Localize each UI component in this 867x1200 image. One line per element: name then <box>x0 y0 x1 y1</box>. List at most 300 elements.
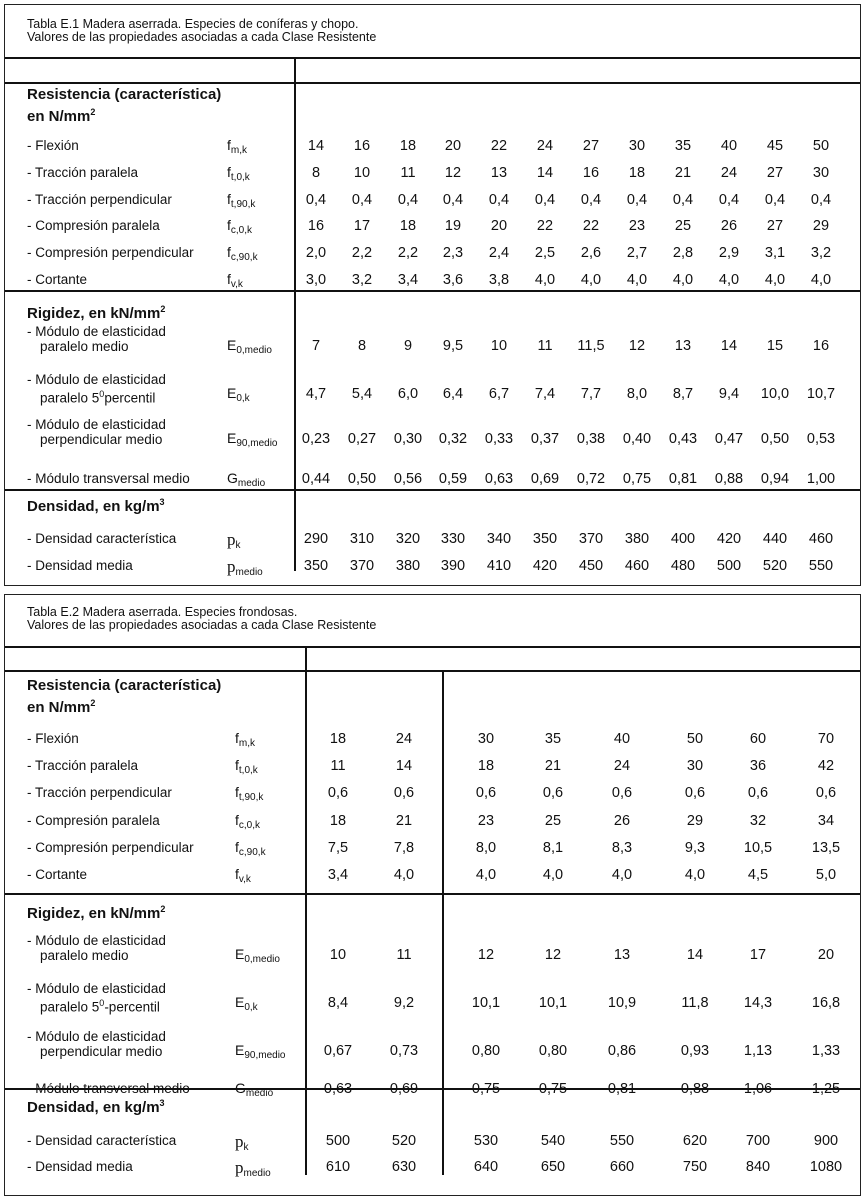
table-e1-cell: 4,0 <box>810 272 832 288</box>
table-e1-cell: 8 <box>357 338 367 354</box>
table-e1-rule <box>5 57 860 59</box>
symbol-subscript: c,90,k <box>230 252 258 263</box>
table-e2-cell: 8,3 <box>611 840 633 856</box>
row-label-line2-text: paralelo 5 <box>40 999 100 1015</box>
table-e1-cell: 2,9 <box>718 245 740 261</box>
table-e1-cell: 330 <box>440 531 466 547</box>
symbol-main: f <box>235 812 239 828</box>
table-e2-row-symbol <box>235 1042 285 1061</box>
table-e2-cell: 0,75 <box>471 1081 501 1097</box>
symbol-main: f <box>227 191 231 207</box>
table-e2-cell: 0,6 <box>611 785 633 801</box>
table-e1-cell: 4,0 <box>718 272 740 288</box>
table-e2-cell: 4,0 <box>684 867 706 883</box>
table-e1-caption-line2: Valores de las propiedades asociadas a cada Clase Resistente <box>27 30 377 44</box>
table-e1-cell: 26 <box>720 218 738 234</box>
table-e2-row-symbol <box>235 812 260 831</box>
table-e2-cell: 1080 <box>809 1159 843 1175</box>
symbol-subscript: k <box>243 1142 249 1153</box>
table-e2-cell: 70 <box>817 731 835 747</box>
table-e2-cell: 640 <box>473 1159 499 1175</box>
table-e2-row-symbol <box>235 1132 249 1153</box>
table-e2-cell: 0,86 <box>607 1043 637 1059</box>
table-e2-cell: 1,06 <box>743 1081 773 1097</box>
table-e1-cell: 0,30 <box>393 431 423 447</box>
table-e1-row-symbol <box>227 470 265 489</box>
table-e2-cell: 29 <box>686 813 704 829</box>
table-e2-rule <box>5 646 860 648</box>
table-e2-cell: 550 <box>609 1133 635 1149</box>
table-e1-section-title <box>27 87 221 103</box>
table-e2-caption-line2: Valores de las propiedades asociadas a cada Clase Resistente <box>27 618 377 632</box>
table-e2-cell: 1,13 <box>743 1043 773 1059</box>
table-e2-cell: 7,8 <box>393 840 415 856</box>
table-e1-row-label: - Compresión paralela <box>27 218 160 233</box>
table-e1-row-symbol <box>227 337 272 356</box>
table-e2-row-symbol <box>235 946 280 965</box>
table-e2-panel <box>4 594 861 1196</box>
table-e2-cell: 40 <box>613 731 631 747</box>
table-e1-cell: 0,23 <box>301 431 331 447</box>
symbol-subscript: t,90,k <box>238 792 264 803</box>
table-e2-cell: 30 <box>477 731 495 747</box>
table-e2-cell: 35 <box>544 731 562 747</box>
table-e2-row-symbol <box>235 757 258 776</box>
table-e1-cell: 410 <box>486 558 512 574</box>
table-e2-cell: 23 <box>477 813 495 829</box>
table-e1-cell: 460 <box>808 531 834 547</box>
table-e2-row-label: - Densidad característica <box>27 1133 177 1148</box>
table-e1-cell: 380 <box>624 531 650 547</box>
symbol-subscript: v,k <box>230 279 243 290</box>
table-e2-cell: 0,75 <box>538 1081 568 1097</box>
table-e1-cell: 460 <box>624 558 650 574</box>
table-e1-section-title-line2 <box>27 104 95 125</box>
table-e2-row-label: - Compresión perpendicular <box>27 840 194 855</box>
table-e1-row-label-line2 <box>40 339 129 354</box>
table-e2-row-symbol <box>235 1158 271 1179</box>
table-e1-cell: 350 <box>303 558 329 574</box>
table-e1-cell: 13 <box>674 338 692 354</box>
table-e2-cell: 530 <box>473 1133 499 1149</box>
table-e1-caption-line1: Tabla E.1 Madera aserrada. Especies de coníferas y chopo. <box>27 17 359 31</box>
table-e1-cell: 380 <box>395 558 421 574</box>
symbol-subscript: medio <box>243 1168 271 1179</box>
table-e1-cell: 0,37 <box>530 431 560 447</box>
table-e1-row-symbol <box>227 244 258 263</box>
table-e2-cell: 18 <box>329 813 347 829</box>
symbol-main: E <box>235 994 245 1010</box>
table-e1-cell: 2,4 <box>488 245 510 261</box>
table-e1-row-symbol <box>227 191 255 210</box>
table-e2-cell: 14 <box>686 947 704 963</box>
table-e1-cell: 45 <box>766 138 784 154</box>
symbol-main: f <box>227 271 231 287</box>
row-label-tail: percentil <box>104 390 156 406</box>
table-e1-cell: 5,4 <box>351 386 373 402</box>
symbol-subscript: medio <box>245 1088 274 1099</box>
table-e1-cell: 0,53 <box>806 431 836 447</box>
table-e1-row-label: - Flexión <box>27 138 79 153</box>
table-e2-cell: 0,93 <box>680 1043 710 1059</box>
table-e2-cell: 4,0 <box>611 867 633 883</box>
table-e1-cell: 8,7 <box>672 386 694 402</box>
symbol-subscript: medio <box>237 478 266 489</box>
table-e2-cell: 4,5 <box>747 867 769 883</box>
table-e1-cell: 0,4 <box>810 192 832 208</box>
symbol-main: f <box>227 137 231 153</box>
table-e1-row-symbol <box>227 164 250 183</box>
table-e1-cell: 11 <box>537 338 553 354</box>
table-e2-cell: 1,25 <box>811 1081 841 1097</box>
table-e1-cell: 350 <box>532 531 558 547</box>
symbol-main: G <box>227 470 238 486</box>
symbol-subscript: t,0,k <box>238 765 258 776</box>
table-e1-cell: 16 <box>812 338 830 354</box>
table-e1-cell: 4,0 <box>580 272 602 288</box>
table-e2-row-label: - Módulo de elasticidad <box>27 981 166 996</box>
table-e1-cell: 20 <box>490 218 508 234</box>
table-e2-cell: 0,6 <box>475 785 497 801</box>
table-e1-cell: 0,63 <box>484 471 514 487</box>
table-e1-cell: 3,2 <box>351 272 373 288</box>
table-e1-cell: 11,5 <box>577 338 605 354</box>
table-e1-cell: 0,4 <box>534 192 556 208</box>
table-e1-cell: 16 <box>582 165 600 181</box>
table-e1-cell: 24 <box>720 165 738 181</box>
table-e2-cell: 8,1 <box>542 840 564 856</box>
table-e1-cell: 8 <box>311 165 321 181</box>
symbol-main: f <box>235 757 239 773</box>
table-e1-cell: 50 <box>812 138 830 154</box>
table-e1-cell: 0,40 <box>622 431 652 447</box>
table-e1-cell: 3,1 <box>764 245 786 261</box>
table-e1-cell: 10,0 <box>760 386 790 402</box>
table-e1-cell: 2,6 <box>580 245 602 261</box>
table-e1-cell: 2,7 <box>626 245 648 261</box>
table-e1-cell: 23 <box>628 218 646 234</box>
table-e1-rule <box>5 82 860 84</box>
table-e2-cell: 0,6 <box>327 785 349 801</box>
table-e1-panel <box>4 4 861 586</box>
table-e2-cell: 26 <box>613 813 631 829</box>
table-e1-cell: 8,0 <box>626 386 648 402</box>
table-e2-cell: 540 <box>540 1133 566 1149</box>
table-e2-cell: 12 <box>544 947 562 963</box>
table-e1-cell: 0,4 <box>672 192 694 208</box>
table-e1-cell: 0,4 <box>718 192 740 208</box>
symbol-main: p <box>227 557 236 576</box>
row-label-line2-text: perpendicular medio <box>40 432 163 447</box>
symbol-main: p <box>227 530 236 549</box>
table-e1-cell: 0,27 <box>347 431 377 447</box>
section-title-text: Rigidez, en kN/mm <box>27 305 161 322</box>
table-e1-cell: 0,43 <box>668 431 698 447</box>
table-e1-cell: 10 <box>490 338 508 354</box>
table-e1-cell: 10,7 <box>806 386 836 402</box>
table-e1-row-label-line2 <box>40 387 155 406</box>
table-e2-row-label: - Módulo de elasticidad <box>27 933 166 948</box>
table-e2-cell: 630 <box>391 1159 417 1175</box>
table-e1-cell: 18 <box>399 138 417 154</box>
symbol-main: E <box>235 946 245 962</box>
table-e2-cell: 0,80 <box>538 1043 568 1059</box>
symbol-subscript: t,0,k <box>230 172 250 183</box>
table-e2-cell: 18 <box>477 758 495 774</box>
table-e1-row-label: - Compresión perpendicular <box>27 245 194 260</box>
table-e1-cell: 6,7 <box>488 386 510 402</box>
table-e1-cell: 440 <box>762 531 788 547</box>
table-e1-cell: 27 <box>766 218 784 234</box>
table-e1-cell: 6,0 <box>397 386 419 402</box>
table-e1-cell: 2,3 <box>442 245 464 261</box>
table-e2-row-label: - Tracción paralela <box>27 758 139 773</box>
table-e1-cell: 2,2 <box>397 245 419 261</box>
table-e1-cell: 20 <box>444 138 462 154</box>
table-e2-cell: 9,2 <box>393 995 415 1011</box>
table-e1-cell: 1,00 <box>806 471 836 487</box>
table-e2-row-label: - Módulo de elasticidad <box>27 1029 166 1044</box>
table-e2-cell: 4,0 <box>542 867 564 883</box>
table-e2-cell: 13 <box>613 947 631 963</box>
table-e1-section-title <box>27 494 165 515</box>
table-e1-cell: 370 <box>349 558 375 574</box>
table-e1-cell: 390 <box>440 558 466 574</box>
table-e1-cell: 40 <box>720 138 738 154</box>
table-e1-cell: 2,5 <box>534 245 556 261</box>
table-e1-cell: 0,32 <box>438 431 468 447</box>
table-e2-row-label-line2 <box>40 948 129 963</box>
table-e2-cell: 18 <box>329 731 347 747</box>
table-e1-cell: 2,0 <box>305 245 327 261</box>
section-title-superscript: 3 <box>159 497 165 507</box>
table-e1-cell: 14 <box>536 165 554 181</box>
table-e1-row-label: - Módulo de elasticidad <box>27 372 166 387</box>
table-e2-cell: 520 <box>391 1133 417 1149</box>
table-e2-cell: 14 <box>395 758 413 774</box>
table-e1-cell: 420 <box>716 531 742 547</box>
table-e2-row-label: - Flexión <box>27 731 79 746</box>
table-e2-cell: 4,0 <box>393 867 415 883</box>
table-e2-row-label-line2 <box>40 996 160 1015</box>
table-e2-cell: 9,3 <box>684 840 706 856</box>
symbol-subscript: 90,medio <box>244 1050 286 1061</box>
table-e1-row-label: - Tracción paralela <box>27 165 139 180</box>
table-e1-row-symbol <box>227 385 250 404</box>
table-e1-cell: 550 <box>808 558 834 574</box>
table-e1-rule <box>5 489 860 491</box>
symbol-main: p <box>235 1158 244 1177</box>
table-e2-cell: 10,5 <box>743 840 773 856</box>
table-e1-cell: 9,5 <box>442 338 464 354</box>
symbol-main: E <box>227 430 237 446</box>
table-e1-row-label: - Cortante <box>27 272 88 287</box>
symbol-subscript: medio <box>235 567 263 578</box>
table-e1-cell: 7,7 <box>580 386 602 402</box>
symbol-subscript: 0,medio <box>236 345 272 356</box>
table-e2-row-label: - Módulo transversal medio <box>27 1081 190 1096</box>
table-e1-cell: 30 <box>812 165 830 181</box>
table-e2-row-label: - Densidad media <box>27 1159 133 1174</box>
table-e2-cell: 10,9 <box>607 995 637 1011</box>
table-e2-section-title <box>27 901 165 922</box>
table-e2-cell: 660 <box>609 1159 635 1175</box>
table-e1-cell: 0,4 <box>397 192 419 208</box>
table-e2-row-symbol <box>235 839 266 858</box>
table-e1-cell: 420 <box>532 558 558 574</box>
row-label-tail: -percentil <box>104 999 160 1015</box>
table-e1-cell: 0,47 <box>714 431 744 447</box>
symbol-subscript: 0,medio <box>244 954 280 965</box>
table-e1-rule <box>5 290 860 292</box>
table-e1-row-symbol <box>227 430 277 449</box>
row-label-superscript: 0 <box>99 998 105 1008</box>
table-e1-cell: 30 <box>628 138 646 154</box>
table-e1-cell: 9 <box>403 338 413 354</box>
table-e2-cell: 16,8 <box>811 995 841 1011</box>
table-e1-cell: 24 <box>536 138 554 154</box>
table-e1-row-symbol <box>227 271 243 290</box>
table-e1-cell: 17 <box>353 218 371 234</box>
table-e1-cell: 0,4 <box>580 192 602 208</box>
table-e1-cell: 3,4 <box>397 272 419 288</box>
table-e1-row-symbol <box>227 530 241 551</box>
table-e1-cell: 25 <box>674 218 692 234</box>
symbol-main: f <box>235 730 239 746</box>
table-e1-row-label: - Módulo de elasticidad <box>27 324 166 339</box>
row-label-line2-text: paralelo medio <box>40 948 129 963</box>
table-e2-row-label-line2 <box>40 1044 162 1059</box>
section-title-superscript: 3 <box>159 1098 165 1108</box>
table-e2-cell: 0,6 <box>684 785 706 801</box>
table-e2-group-divider <box>442 670 444 1175</box>
table-e2-cell: 34 <box>817 813 835 829</box>
section-title-line2-text: en N/mm <box>27 108 91 125</box>
table-e2-cell: 900 <box>813 1133 839 1149</box>
row-label-line2-text: paralelo medio <box>40 339 129 354</box>
table-e2-cell: 0,6 <box>747 785 769 801</box>
table-e1-cell: 450 <box>578 558 604 574</box>
table-e2-cell: 25 <box>544 813 562 829</box>
table-e1-cell: 14 <box>307 138 325 154</box>
table-e2-row-label: - Cortante <box>27 867 88 882</box>
table-e1-cell: 4,0 <box>672 272 694 288</box>
table-e1-cell: 4,0 <box>626 272 648 288</box>
table-e2-cell: 11,8 <box>681 995 709 1011</box>
table-e2-cell: 0,67 <box>323 1043 353 1059</box>
table-e2-cell: 500 <box>325 1133 351 1149</box>
table-e2-cell: 5,0 <box>815 867 837 883</box>
table-e1-row-label: - Densidad media <box>27 558 133 573</box>
section-title-superscript: 2 <box>160 304 166 314</box>
table-e2-cell: 0,69 <box>389 1081 419 1097</box>
symbol-main: f <box>227 217 231 233</box>
table-e1-cell: 4,0 <box>534 272 556 288</box>
symbol-subscript: c,0,k <box>238 820 261 831</box>
table-e1-cell: 0,4 <box>626 192 648 208</box>
table-e1-cell: 0,94 <box>760 471 790 487</box>
table-e2-rule <box>5 893 860 895</box>
table-e2-cell: 840 <box>745 1159 771 1175</box>
table-e1-row-label: - Densidad característica <box>27 531 177 546</box>
table-e1-cell: 3,6 <box>442 272 464 288</box>
table-e1-section-title <box>27 301 165 322</box>
table-e1-cell: 14 <box>720 338 738 354</box>
table-e2-cell: 10 <box>329 947 347 963</box>
table-e2-cell: 0,63 <box>323 1081 353 1097</box>
table-e1-cell: 0,4 <box>488 192 510 208</box>
table-e2-cell: 4,0 <box>475 867 497 883</box>
table-e1-cell: 3,8 <box>488 272 510 288</box>
table-e2-row-symbol <box>235 994 258 1013</box>
table-e1-cell: 22 <box>536 218 554 234</box>
table-e2-cell: 0,81 <box>607 1081 637 1097</box>
table-e2-cell: 21 <box>544 758 562 774</box>
section-title-superscript: 2 <box>160 904 166 914</box>
table-e1-cell: 12 <box>628 338 646 354</box>
table-e1-cell: 0,72 <box>576 471 606 487</box>
table-e2-cell: 24 <box>395 731 413 747</box>
table-e2-cell: 650 <box>540 1159 566 1175</box>
table-e1-cell: 9,4 <box>718 386 740 402</box>
table-e1-cell: 10 <box>353 165 371 181</box>
table-e1-cell: 18 <box>399 218 417 234</box>
table-e1-cell: 520 <box>762 558 788 574</box>
table-e1-cell: 0,38 <box>576 431 606 447</box>
table-e1-cell: 320 <box>395 531 421 547</box>
table-e1-cell: 310 <box>349 531 375 547</box>
table-e2-cell: 0,6 <box>393 785 415 801</box>
table-e2-cell: 7,5 <box>327 840 349 856</box>
table-e1-cell: 0,56 <box>393 471 423 487</box>
table-e2-cell: 3,4 <box>327 867 349 883</box>
table-e1-cell: 0,44 <box>301 471 331 487</box>
table-e2-row-symbol <box>235 730 255 749</box>
table-e1-cell: 18 <box>628 165 646 181</box>
table-e2-cell: 32 <box>749 813 767 829</box>
table-e1-row-symbol <box>227 217 252 236</box>
symbol-subscript: 0,k <box>244 1002 258 1013</box>
table-e1-cell: 21 <box>674 165 692 181</box>
table-e1-cell: 0,81 <box>668 471 698 487</box>
table-e1-cell: 0,50 <box>760 431 790 447</box>
table-e2-caption-line1: Tabla E.2 Madera aserrada. Especies frondosas. <box>27 605 298 619</box>
table-e1-cell: 13 <box>490 165 508 181</box>
symbol-subscript: c,0,k <box>230 225 253 236</box>
table-e1-row-label-line2 <box>40 432 162 447</box>
row-label-line2-text: perpendicular medio <box>40 1044 163 1059</box>
table-e1-cell: 7 <box>311 338 321 354</box>
table-e1-cell: 0,59 <box>438 471 468 487</box>
table-e2-cell: 50 <box>686 731 704 747</box>
table-e1-row-symbol <box>227 557 263 578</box>
table-e1-cell: 27 <box>582 138 600 154</box>
table-e1-cell: 4,0 <box>764 272 786 288</box>
section-title-superscript: 2 <box>90 698 96 708</box>
table-e1-row-label: - Módulo de elasticidad <box>27 417 166 432</box>
table-e1-cell: 340 <box>486 531 512 547</box>
symbol-main: f <box>235 866 239 882</box>
table-e2-cell: 610 <box>325 1159 351 1175</box>
symbol-subscript: k <box>235 540 241 551</box>
section-title-text: Rigidez, en kN/mm <box>27 905 161 922</box>
symbol-main: f <box>227 164 231 180</box>
symbol-subscript: m,k <box>230 145 247 156</box>
table-e1-cell: 0,4 <box>305 192 327 208</box>
table-e2-row-symbol <box>235 784 263 803</box>
table-e2-cell: 36 <box>749 758 767 774</box>
table-e1-cell: 2,2 <box>351 245 373 261</box>
